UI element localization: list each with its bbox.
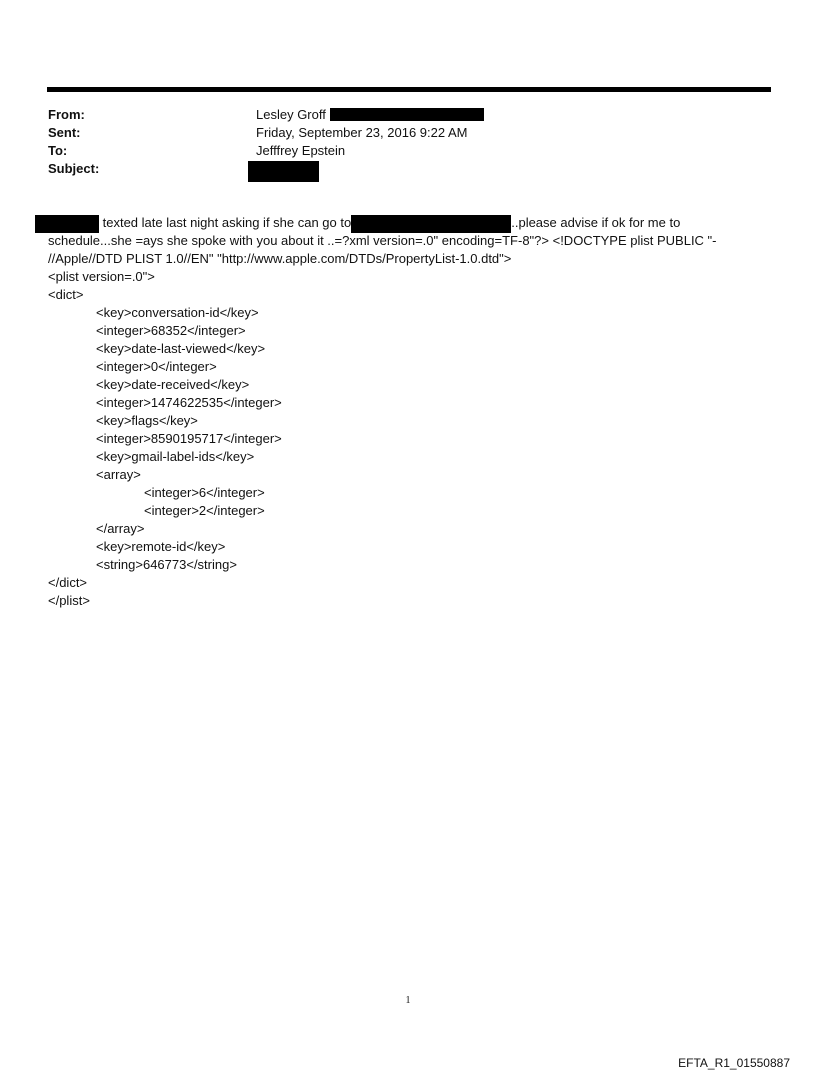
xml-line: </dict> (48, 575, 88, 590)
body-line (48, 214, 768, 232)
body-text: ..please advise if ok for me to (511, 215, 681, 230)
subject-row (48, 160, 748, 178)
xml-line: <string>646773</string> (96, 557, 237, 572)
from-row (48, 106, 748, 124)
redaction-box (248, 161, 319, 182)
email-body (48, 214, 768, 610)
xml-line: <key>date-last-viewed</key> (96, 341, 266, 356)
body-line: //Apple//DTD PLIST 1.0//EN" "http://www.apple.com/DTDs/PropertyList-1.0.dtd"> (48, 251, 512, 266)
xml-line: <integer>6</integer> (144, 485, 265, 500)
from-label: From: (48, 107, 85, 122)
xml-line: <integer>1474622535</integer> (96, 395, 282, 410)
body-line: schedule...she =ays she spoke with you about it ..=?xml version=.0" encoding=TF-8"?> <!DOCTYPE plist PUBLIC "- (48, 233, 717, 248)
xml-line: <key>remote-id</key> (96, 539, 226, 554)
sent-value: Friday, September 23, 2016 9:22 AM (256, 125, 468, 140)
from-value: Lesley Groff (256, 107, 326, 122)
xml-line: <integer>68352</integer> (96, 323, 246, 338)
xml-line: <key>gmail-label-ids</key> (96, 449, 255, 464)
xml-line: </plist> (48, 593, 90, 608)
xml-line: </array> (96, 521, 145, 536)
subject-label: Subject: (48, 161, 100, 176)
to-value: Jefffrey Epstein (256, 143, 346, 158)
redaction-box (330, 108, 484, 121)
body-text: texted late last night asking if she can go to (102, 215, 352, 230)
page-number: 1 (405, 995, 411, 1006)
xml-line: <key>flags</key> (96, 413, 198, 428)
xml-line: <array> (96, 467, 141, 482)
sent-row (48, 124, 748, 142)
document-id: EFTA_R1_01550887 (678, 1056, 790, 1070)
sent-label: Sent: (48, 125, 81, 140)
xml-line: <key>conversation-id</key> (96, 305, 259, 320)
xml-line: <integer>2</integer> (144, 503, 265, 518)
header-rule (47, 87, 771, 92)
xml-line: <key>date-received</key> (96, 377, 250, 392)
redaction-box (351, 215, 511, 233)
xml-line: <plist version=.0"> (48, 269, 155, 284)
xml-line: <integer>8590195717</integer> (96, 431, 282, 446)
xml-line: <dict> (48, 287, 84, 302)
to-label: To: (48, 143, 68, 158)
redaction-box (35, 215, 99, 233)
email-header (48, 106, 748, 178)
xml-line: <integer>0</integer> (96, 359, 217, 374)
to-row (48, 142, 748, 160)
